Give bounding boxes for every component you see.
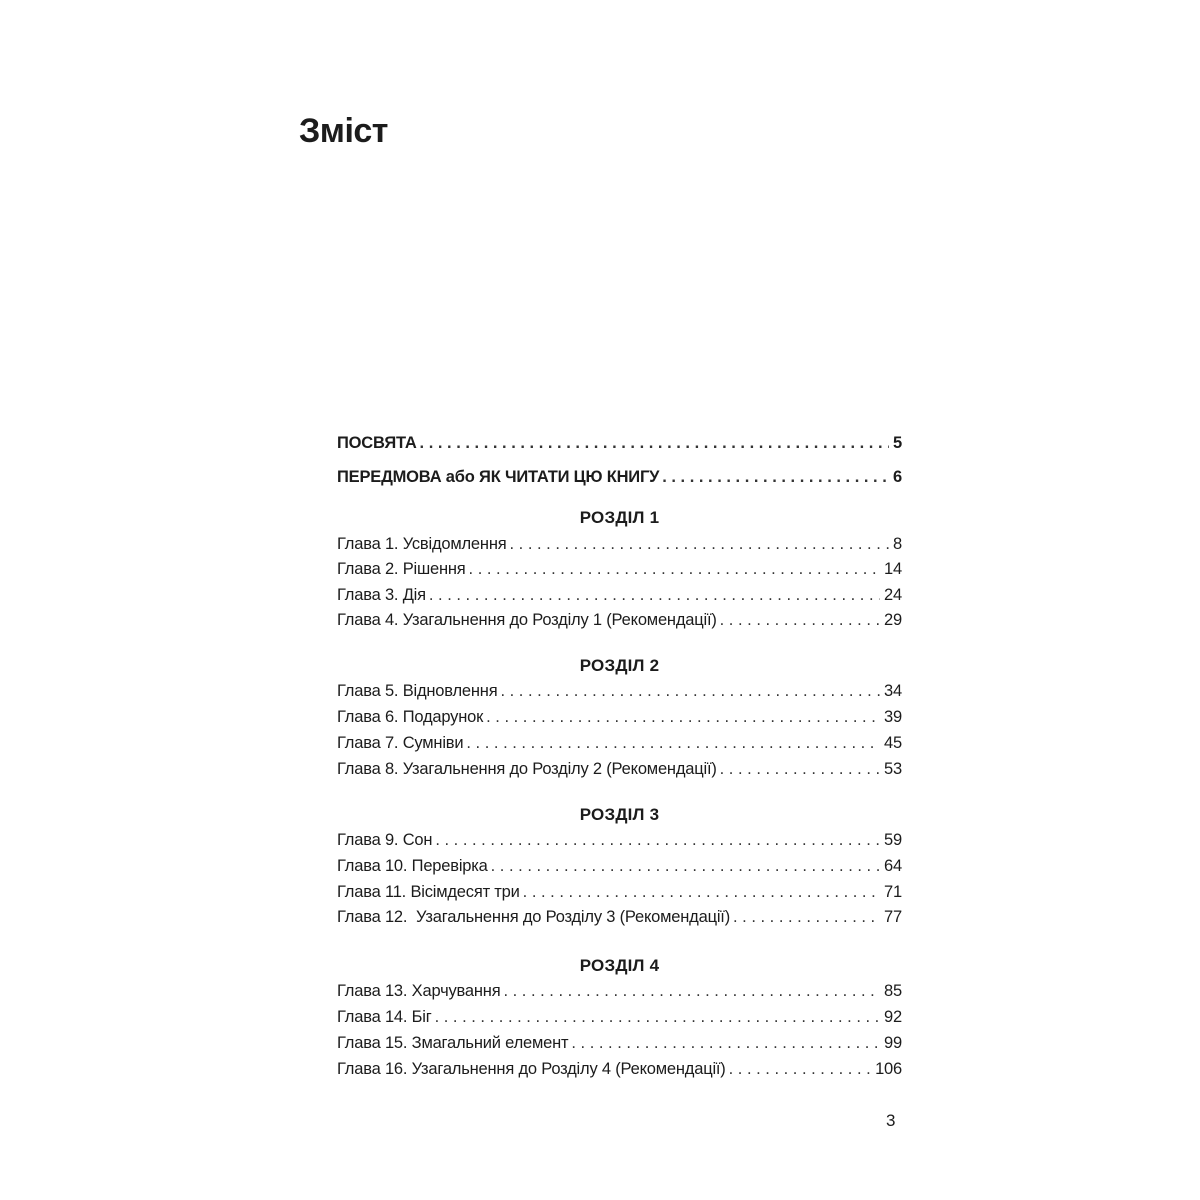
dot-leader — [729, 1060, 871, 1079]
toc-entry-chapter[interactable] — [337, 883, 902, 907]
toc-entry-label: Глава 10. Перевірка — [337, 857, 488, 875]
toc-entry-page: 24 — [884, 586, 902, 604]
toc-entry-chapter[interactable] — [337, 535, 902, 559]
toc-entry-page: 77 — [884, 908, 902, 926]
section-heading: РОЗДІЛ 2 — [579, 656, 660, 675]
toc-entry-preface[interactable] — [337, 468, 902, 492]
toc-entry-page: 29 — [884, 611, 902, 629]
section-heading: РОЗДІЛ 1 — [579, 508, 660, 527]
toc-entry-page: 14 — [884, 560, 902, 578]
dot-leader — [523, 883, 880, 902]
toc-entry-chapter[interactable] — [337, 708, 902, 732]
toc-entry-page: 53 — [884, 760, 902, 778]
toc-entry-label: Глава 13. Харчування — [337, 982, 501, 1000]
toc-entry-label: Глава 1. Усвідомлення — [337, 535, 507, 553]
toc-entry-page: 5 — [893, 434, 902, 452]
toc-entry-label: Глава 9. Сон — [337, 831, 433, 849]
dot-leader — [420, 434, 889, 453]
dot-leader — [571, 1034, 880, 1053]
section-heading: РОЗДІЛ 3 — [579, 805, 660, 824]
toc-entry-page: 39 — [884, 708, 902, 726]
toc-entry-page: 34 — [884, 682, 902, 700]
toc-entry-label: Глава 3. Дія — [337, 586, 426, 604]
toc-entry-label: Глава 15. Змагальний елемент — [337, 1034, 569, 1052]
toc-entry-chapter[interactable] — [337, 586, 902, 610]
toc-entry-chapter[interactable] — [337, 1060, 902, 1084]
toc-entry-chapter[interactable] — [337, 831, 902, 855]
dot-leader — [491, 857, 880, 876]
toc-entry-chapter[interactable] — [337, 908, 902, 932]
dot-leader — [435, 831, 880, 850]
dot-leader — [429, 586, 880, 605]
dot-leader — [720, 760, 880, 779]
toc-entry-chapter[interactable] — [337, 1034, 902, 1058]
dot-leader — [720, 611, 880, 630]
toc-entry-label: Глава 6. Подарунок — [337, 708, 484, 726]
toc-entry-page: 6 — [893, 468, 902, 486]
toc-entry-page: 106 — [875, 1060, 902, 1078]
page-title: Зміст — [299, 112, 388, 150]
toc-entry-page: 99 — [884, 1034, 902, 1052]
toc-entry-chapter[interactable] — [337, 982, 902, 1006]
toc-entry-label: Глава 4. Узагальнення до Розділу 1 (Рекомендації) — [337, 611, 717, 629]
toc-entry-page: 71 — [884, 883, 902, 901]
toc-entry-chapter[interactable] — [337, 1008, 902, 1032]
dot-leader — [466, 734, 880, 753]
toc-entry-chapter[interactable] — [337, 734, 902, 758]
toc-entry-label: ПОСВЯТА — [337, 434, 417, 452]
dot-leader — [500, 682, 880, 701]
toc-entry-label: Глава 7. Сумніви — [337, 734, 464, 752]
toc-entry-page: 59 — [884, 831, 902, 849]
dot-leader — [509, 535, 889, 554]
toc-entry-page: 8 — [893, 535, 902, 553]
toc-entry-label: Глава 16. Узагальнення до Розділу 4 (Рекомендації) — [337, 1060, 726, 1078]
dot-leader — [662, 468, 889, 487]
toc-entry-chapter[interactable] — [337, 760, 902, 784]
page-number: 3 — [886, 1111, 896, 1130]
section-heading: РОЗДІЛ 4 — [579, 956, 660, 975]
toc-entry-label: Глава 2. Рішення — [337, 560, 466, 578]
toc-entry-page: 45 — [884, 734, 902, 752]
toc-entry-label: ПЕРЕДМОВА або ЯК ЧИТАТИ ЦЮ КНИГУ — [337, 468, 660, 486]
toc-entry-label: Глава 8. Узагальнення до Розділу 2 (Рекомендації) — [337, 760, 717, 778]
toc-entry-page: 85 — [884, 982, 902, 1000]
toc-entry-label: Глава 5. Відновлення — [337, 682, 498, 700]
dot-leader — [469, 560, 881, 579]
dot-leader — [503, 982, 880, 1001]
toc-entry-page: 92 — [884, 1008, 902, 1026]
toc-entry-page: 64 — [884, 857, 902, 875]
toc-entry-label: Глава 11. Вісімдесят три — [337, 883, 520, 901]
toc-entry-dedication[interactable] — [337, 434, 902, 458]
toc-entry-label: Глава 12. Узагальнення до Розділу 3 (Рекомендації) — [337, 908, 730, 926]
dot-leader — [733, 908, 880, 927]
toc-entry-chapter[interactable] — [337, 857, 902, 881]
toc-entry-chapter[interactable] — [337, 611, 902, 635]
toc-entry-chapter[interactable] — [337, 560, 902, 584]
toc-entry-chapter[interactable] — [337, 682, 902, 706]
dot-leader — [435, 1008, 880, 1027]
dot-leader — [486, 708, 880, 727]
toc-entry-label: Глава 14. Біг — [337, 1008, 432, 1026]
